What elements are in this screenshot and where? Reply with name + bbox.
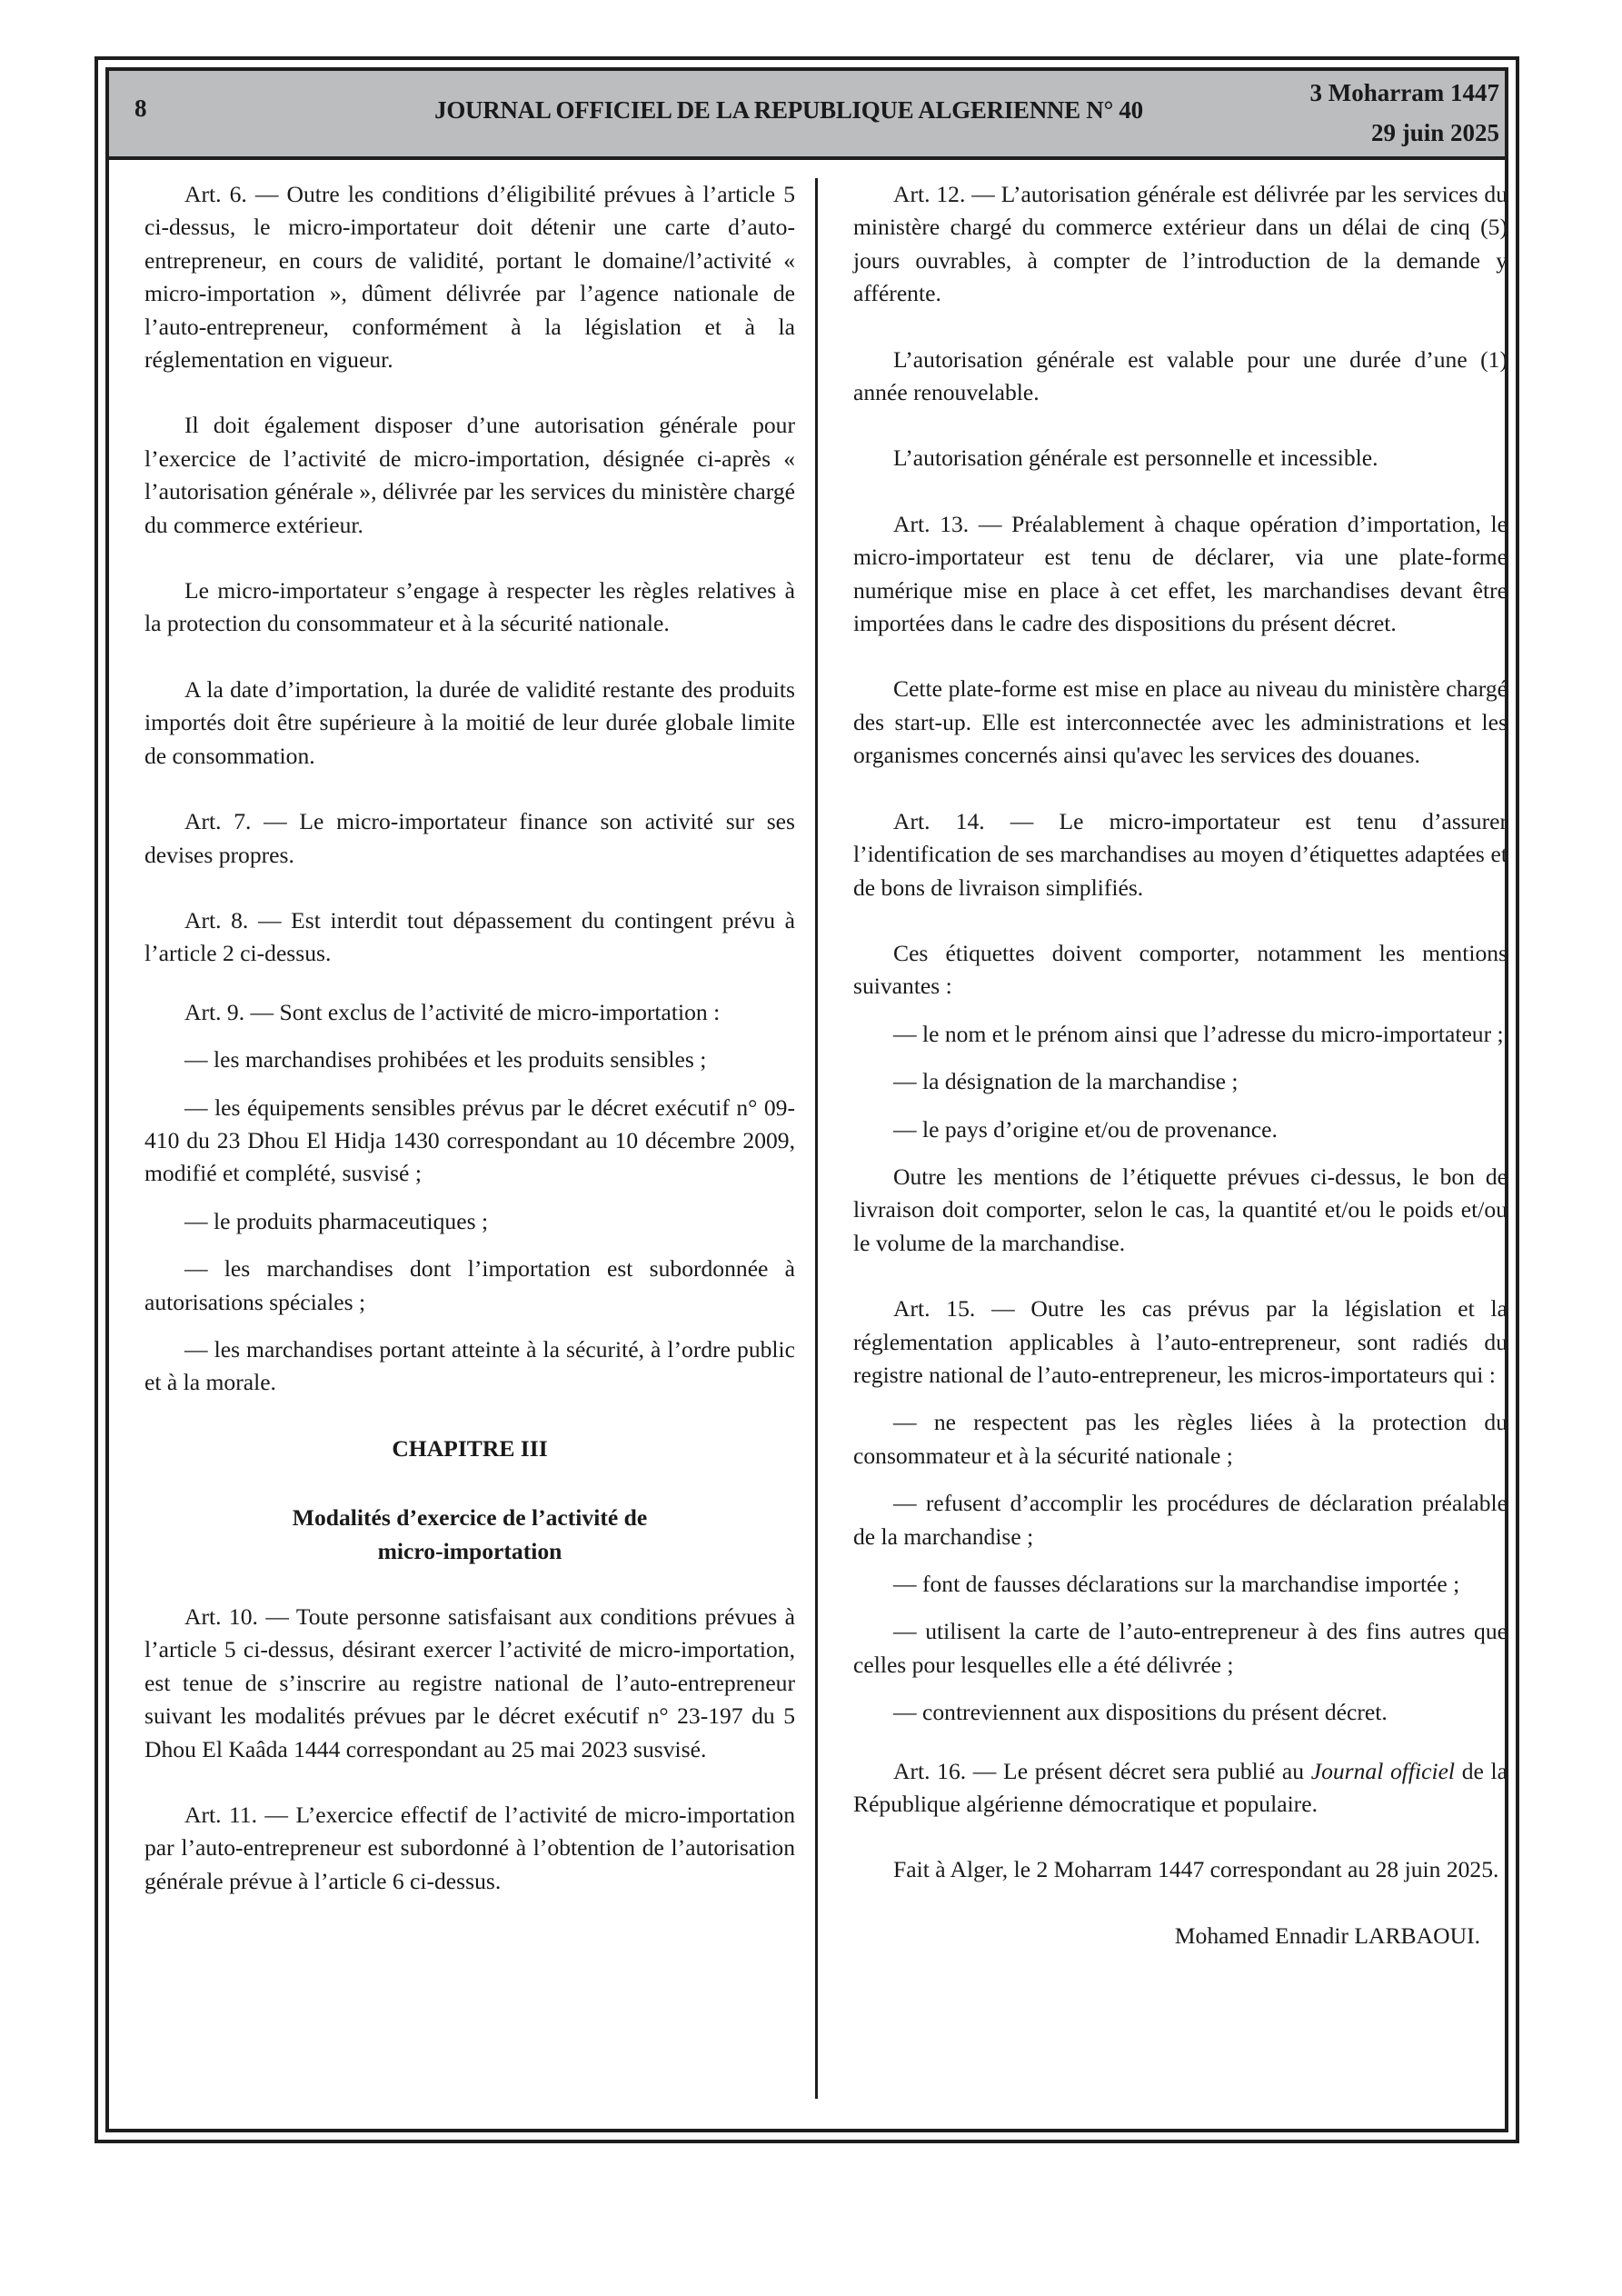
article-12-paragraph-2: L’autorisation générale est valable pour une durée d’une (1) année renouvelable. [853,345,1508,406]
article-13-paragraph-1: Art. 13. — Préalablement à chaque opération d’importation, le micro-importateur est tenu de déclarer, via une plate-forme numérique mise en place à cet effet, les marchandises devant être importées dans le cadre des dispositions du présent décret. [853,510,1508,637]
article-9-intro: Art. 9. — Sont exclus de l’activité de micro-importation : [184,998,721,1025]
article-9-item: — les marchandises prohibées et les produits sensibles ; [184,1046,707,1073]
article-11: Art. 11. — L’exercice effectif de l’activité de micro-importation par l’auto-entrepreneur est subordonné à l’obtention de l’autorisation générale prévue à l’article 6 ci-dessus. [144,1802,795,1894]
article-14-item: — la désignation de la marchandise ; [893,1068,1239,1095]
chapter-title-line-2: micro-importation [377,1537,562,1564]
article-14-paragraph-3: Outre les mentions de l’étiquette prévues ci-dessus, le bon de livraison doit comporter, selon le cas, la quantité et/ou le poids et/ou le volume de la marchandise. [853,1163,1508,1256]
chapter-label: CHAPITRE III [392,1434,548,1462]
right-column [853,178,1508,1985]
article-6-paragraph-1: Art. 6. — Outre les conditions d’éligibilité prévues à l’article 5 ci-dessus, le micro-importateur doit détenir une carte d’auto-entrepreneur, en cours de validité, portant le domaine/l’activité « micro-importation », dûment délivrée par l’agence nationale de l’auto-entrepreneur, conformément à la législation et à la réglementation en vigueur. [144,181,795,374]
article-6-paragraph-3: Le micro-importateur s’engage à respecter les règles relatives à la protection du consommateur et à la sécurité nationale. [144,577,795,637]
article-15-item: — font de fausses déclarations sur la marchandise importée ; [893,1571,1460,1597]
article-12-paragraph-3: L’autorisation générale est personnelle et incessible. [893,444,1378,472]
article-9-item: — les marchandises portant atteinte à la sécurité, à l’ordre public et à la morale. [144,1335,795,1396]
column-divider [815,178,818,2099]
left-column [144,178,795,1931]
article-7: Art. 7. — Le micro-importateur finance son activité sur ses devises propres. [144,808,795,868]
date-gregorian: 29 juin 2025 [1370,119,1499,146]
article-10: Art. 10. — Toute personne satisfaisant aux conditions prévues à l’article 5 ci-dessus, désirant exercer l’activité de micro-importation, est tenue de s’inscrire au registre national de l’auto-entrepreneur suivant les modalités prévues par le décret exécutif n° 23-197 du 5 Dhou El Kaâda 1444 correspondant au 25 mai 2023 susvisé. [144,1603,795,1762]
article-14-paragraph-2: Ces étiquettes doivent comporter, notamment les mentions suivantes : [853,939,1508,1000]
journal-officiel-italic: Journal officiel [1310,1757,1456,1784]
article-9-item: — les équipements sensibles prévus par le décret exécutif n° 09-410 du 23 Dhou El Hidja 1430 correspondant au 10 décembre 2009, modifié et complété, susvisé ; [144,1093,795,1187]
article-9-item: — les marchandises dont l’importation est subordonnée à autorisations spéciales ; [144,1255,795,1315]
article-16-text-before: Art. 16. — Le présent décret sera publié au [893,1757,1311,1784]
issue-date [1310,73,1499,153]
article-6-paragraph-2: Il doit également disposer d’une autorisation générale pour l’exercice de l’activité de micro-importation, désignée ci-après « l’autorisation générale », délivrée par les services du ministère chargé du commerce extérieur. [144,412,795,538]
article-15-item: — refusent d’accomplir les procédures de déclaration préalable de la marchandise ; [853,1490,1508,1550]
article-16-text-after: de la République algérienne démocratique et populaire. [853,1757,1508,1818]
article-6-paragraph-4: A la date d’importation, la durée de validité restante des produits importés doit être supérieure à la moitié de leur durée globale limite de consommation. [144,675,795,769]
signature: Mohamed Ennadir LARBAOUI. [1174,1922,1480,1949]
journal-title: JOURNAL OFFICIEL DE LA REPUBLIQUE ALGERIENNE N° 40 [434,96,1143,124]
page-frame-outer [95,56,1519,2143]
article-13-paragraph-2: Cette plate-forme est mise en place au niveau du ministère chargé des start-up. Elle est interconnectée avec les administrations et les organismes concernés ainsi qu'avec les services des douanes. [853,675,1508,769]
date-hijri: 3 Moharram 1447 [1309,79,1499,106]
page-number: 8 [134,95,147,122]
article-14-item: — le nom et le prénom ainsi que l’adresse du micro-importateur ; [893,1020,1504,1047]
article-15-item: — utilisent la carte de l’auto-entrepreneur à des fins autres que celles pour lesquelles elle a été délivrée ; [853,1618,1508,1678]
article-16 [853,1755,1508,1822]
article-8: Art. 8. — Est interdit tout dépassement du contingent prévu à l’article 2 ci-dessus. [144,906,795,967]
article-14-paragraph-1: Art. 14. — Le micro-importateur est tenu d’assurer l’identification de ses marchandises au moyen d’étiquettes adaptées et de bons de livraison simplifiés. [853,807,1508,901]
article-15-intro: Art. 15. — Outre les cas prévus par la législation et la réglementation applicables à l’auto-entrepreneur, sont radiés du registre national de l’auto-entrepreneur, les micros-importateurs qui : [853,1295,1508,1388]
page-frame-inner [105,67,1508,2132]
article-14-item: — le pays d’origine et/ou de provenance. [893,1115,1278,1143]
article-15-item: — contreviennent aux dispositions du présent décret. [893,1699,1388,1726]
article-9-item: — le produits pharmaceutiques ; [184,1207,489,1234]
chapter-title-line-1: Modalités d’exercice de l’activité de [292,1504,648,1532]
fait-a-alger: Fait à Alger, le 2 Moharram 1447 correspondant au 28 juin 2025. [893,1856,1499,1883]
article-12-paragraph-1: Art. 12. — L’autorisation générale est délivrée par les services du ministère chargé du commerce extérieur dans un délai de cinq (5) jours ouvrables, à compter de l’introduction de la demande y afférente. [853,181,1508,307]
chapter-title [144,1502,795,1568]
journal-header [109,71,1505,160]
article-15-item: — ne respectent pas les règles liées à la protection du consommateur et à la sécurité nationale ; [853,1409,1508,1469]
